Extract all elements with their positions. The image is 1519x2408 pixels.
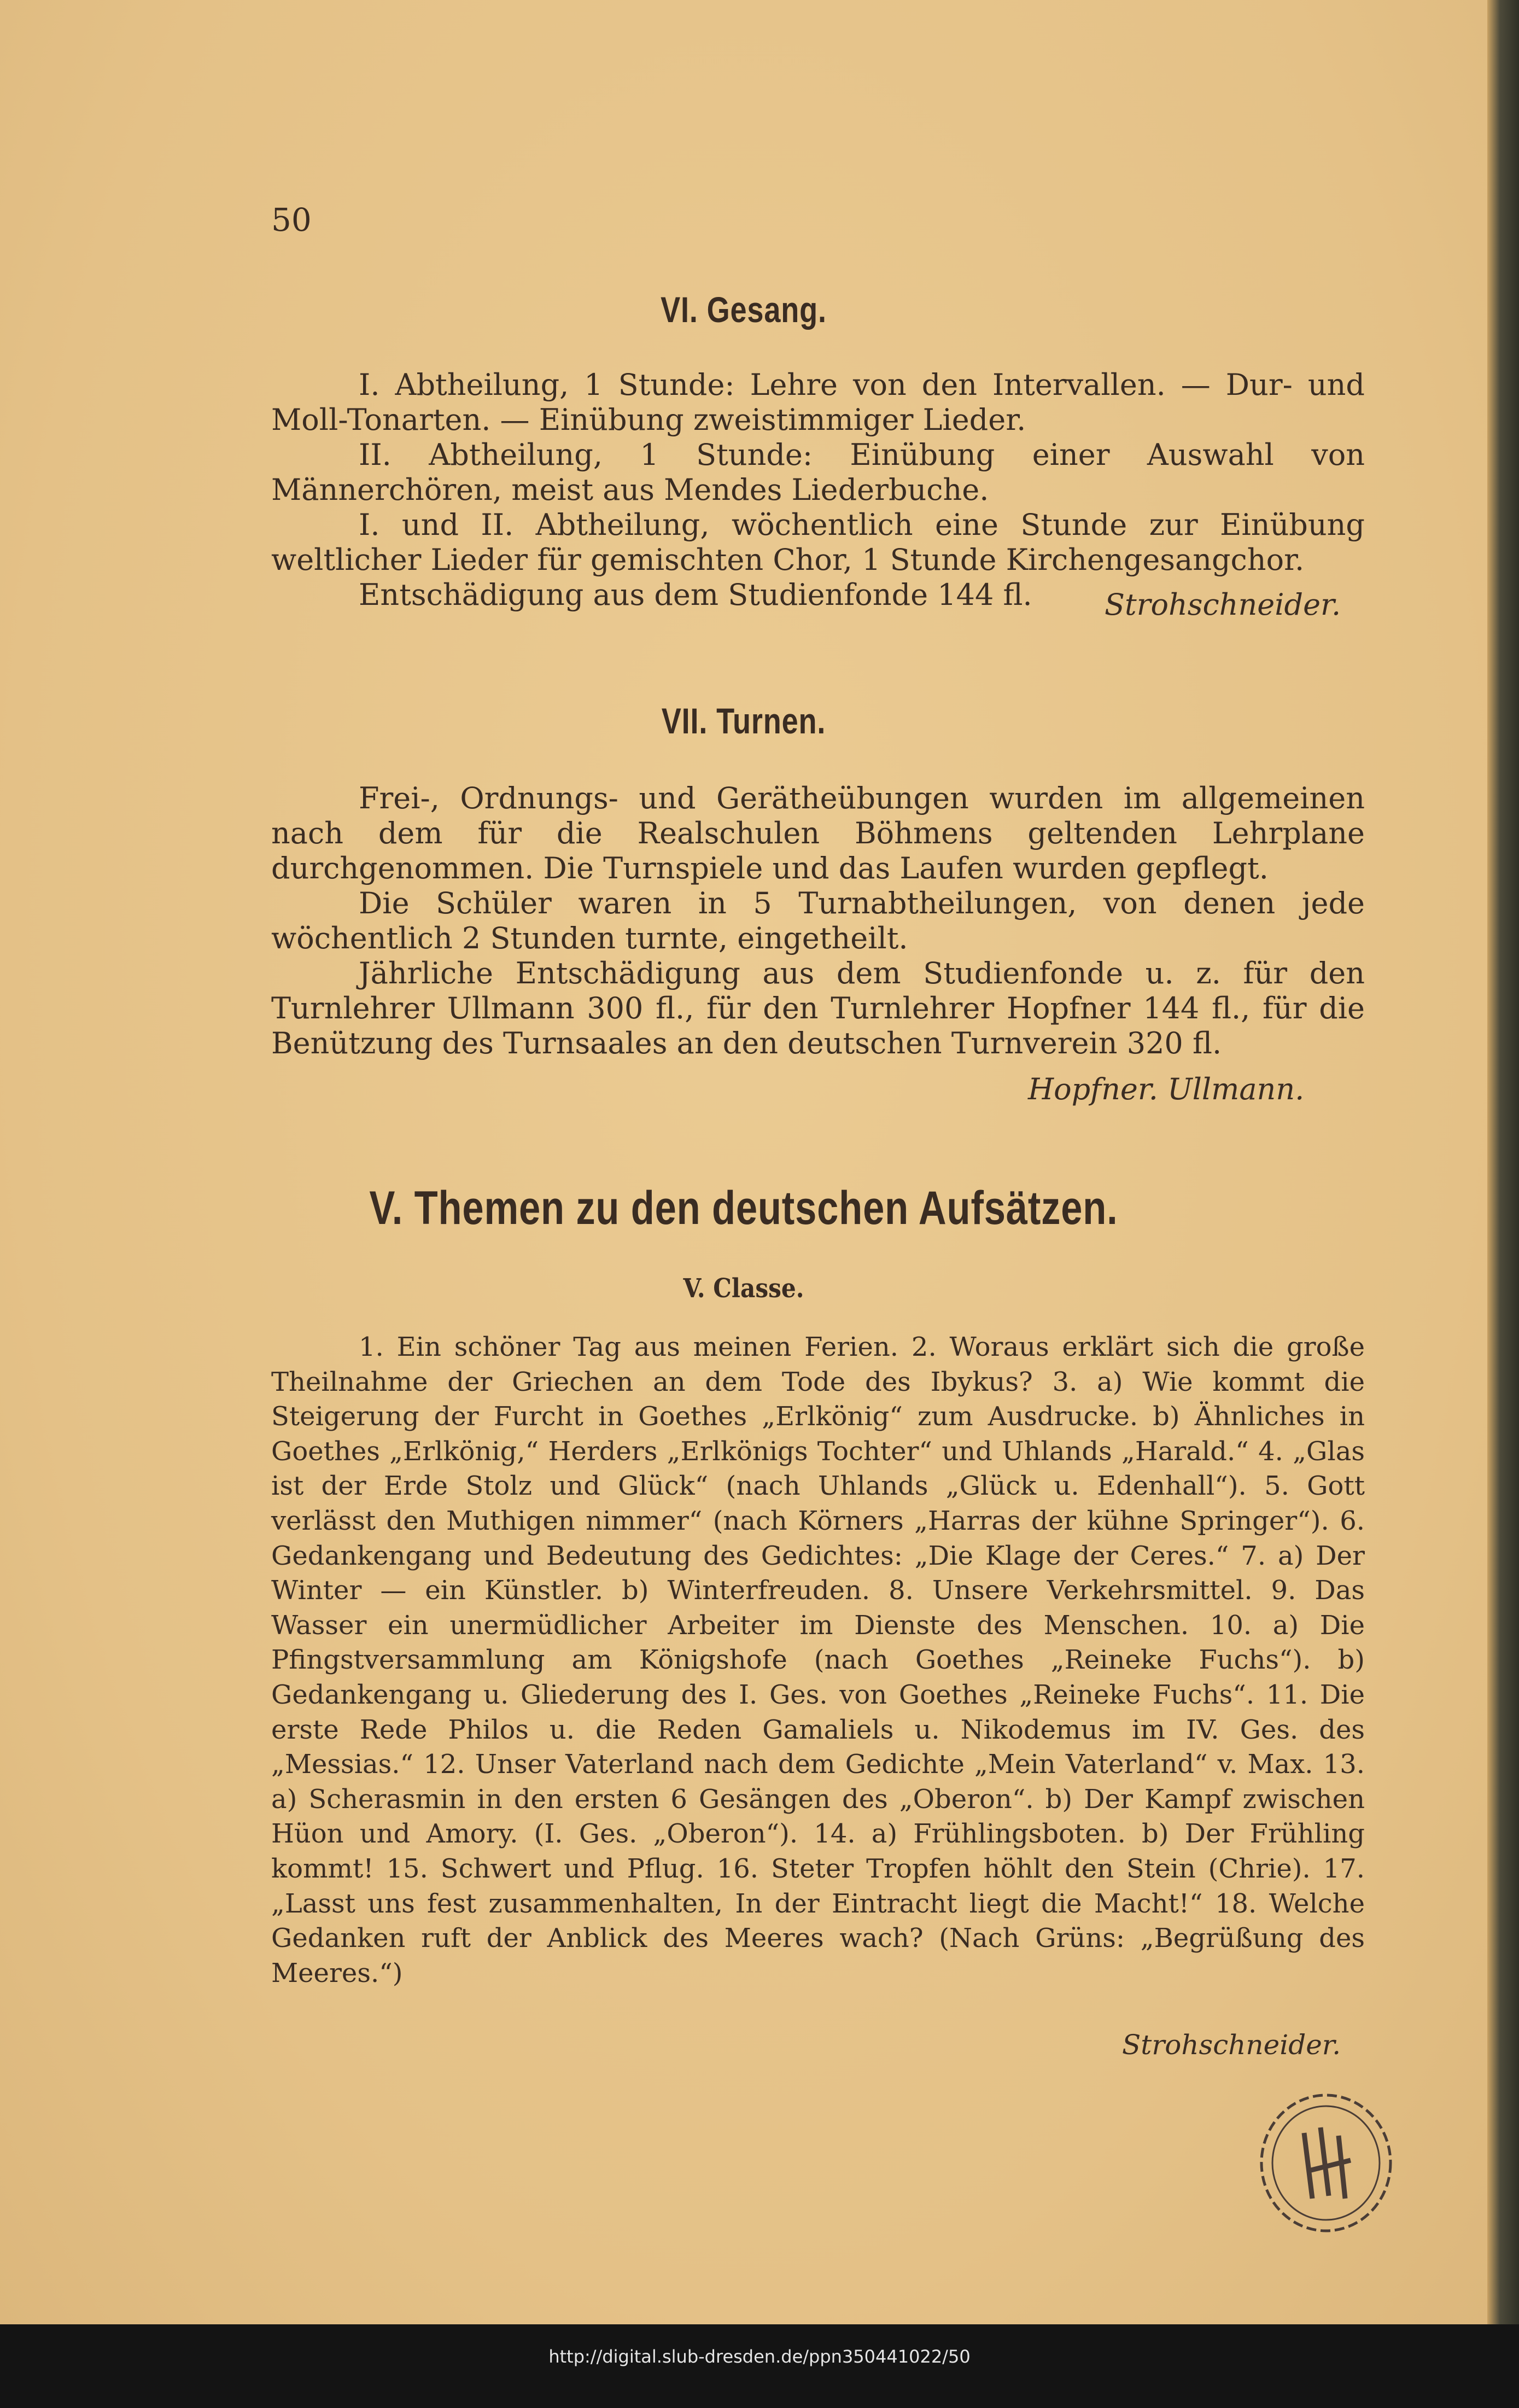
section-vi-signature: Strohschneider. [1105,587,1341,622]
section-v-body [271,1330,1365,1991]
section-vii-signature: Hopfner. Ullmann. [1028,1072,1305,1106]
section-vii-paragraph: Frei-, Ordnungs- und Gerätheübungen wurden im allgemeinen nach dem für die Realschulen Böhmens geltenden Lehrplane durchgenommen. Die Turnspiele und das Laufen wurden gepflegt. [271,781,1365,885]
section-vi-body [271,368,1365,613]
section-v-title: V. Themen zu den deutschen Aufsätzen. [369,1182,1118,1234]
section-vi-paragraph: I. Abtheilung, 1 Stunde: Lehre von den Intervallen. — Dur- und Moll-Tonarten. — Einübung zweistimmiger Lieder. [271,368,1365,437]
section-vi-title: VI. Gesang. [661,289,827,330]
section-v-signature: Strohschneider. [1122,2029,1341,2061]
section-v-paragraph: 1. Ein schöner Tag aus meinen Ferien. 2. Woraus erklärt sich die große Theilnahme der Griechen an dem Tode des Ibykus? 3. a) Wie kommt die Steigerung der Furcht in Goethes „Erlkönig“ zum Ausdrucke. b) Ähnliches in Goethes „Erlkönig,“ Herders „Erlkönigs Tochter“ und Uhlands „Harald.“ 4. „Glas ist der Erde Stolz und Glück“ (nach Uhlands „Glück u. Edenhall“). 5. Gott verlässt den Muthigen nimmer“ (nach Körners „Harras der kühne Springer“). 6. Gedankengang und Bedeutung des Gedichtes: „Die Klage der Ceres.“ 7. a) Der Winter — ein Künstler. b) Winterfreuden. 8. Unsere Verkehrsmittel. 9. Das Wasser ein unermüdlicher Arbeiter im Dienste des Menschen. 10. a) Die Pfingstversammlung am Königshofe (nach Goethes „Reineke Fuchs“). b) Gedankengang u. Gliederung des I. Ges. von Goethes „Reineke Fuchs“. 11. Die erste Rede Philos u. die Reden Gamaliels u. Nikodemus im IV. Ges. des „Messias.“ 12. Unser Vaterland nach dem Gedichte „Mein Vaterland“ v. Max. 13. a) Scherasmin in den ersten 6 Gesängen des „Oberon“. b) Der Kampf zwischen Hüon und Amory. (I. Ges. „Oberon“). 14. a) Frühlingsboten. b) Der Frühling kommt! 15. Schwert und Pflug. 16. Steter Tropfen höhlt den Stein (Chrie). 17. „Lasst uns fest zusammenhalten, In der Eintracht liegt die Macht!“ 18. Welche Gedanken ruft der Anblick des Meeres wach? (Nach Grüns: „Begrüßung des Meeres.“) [271,1332,1365,1989]
section-vii-paragraph: Jährliche Entschädigung aus dem Studienfonde u. z. für den Turnlehrer Ullmann 300 fl., für den Turnlehrer Hopfner 144 fl., für die Benützung des Turnsaales an den deutschen Turnverein 320 fl. [271,956,1365,1060]
section-vi-paragraph: I. und II. Abtheilung, wöchentlich eine Stunde zur Einübung weltlicher Lieder für gemischten Chor, 1 Stunde Kirchengesangchor. [271,508,1365,577]
source-url[interactable]: http://digital.slub-dresden.de/ppn350441022/50 [548,2346,971,2367]
section-vi-paragraph: Entschädigung aus dem Studienfonde 144 fl. [359,578,1032,612]
section-vii-paragraph: Die Schüler waren in 5 Turnabtheilungen, von denen jede wöchentlich 2 Stunden turnte, eingetheilt. [271,886,1365,955]
section-v-subtitle: V. Classe. [683,1273,804,1304]
section-vi-paragraph: II. Abtheilung, 1 Stunde: Einübung einer Auswahl von Männerchören, meist aus Mendes Liederbuche. [271,438,1365,507]
book-spine [1487,0,1519,2324]
page-number: 50 [271,201,312,238]
section-vii-title: VII. Turnen. [661,701,826,741]
library-stamp-icon [1252,2089,1400,2237]
section-vii-body [271,781,1365,1061]
